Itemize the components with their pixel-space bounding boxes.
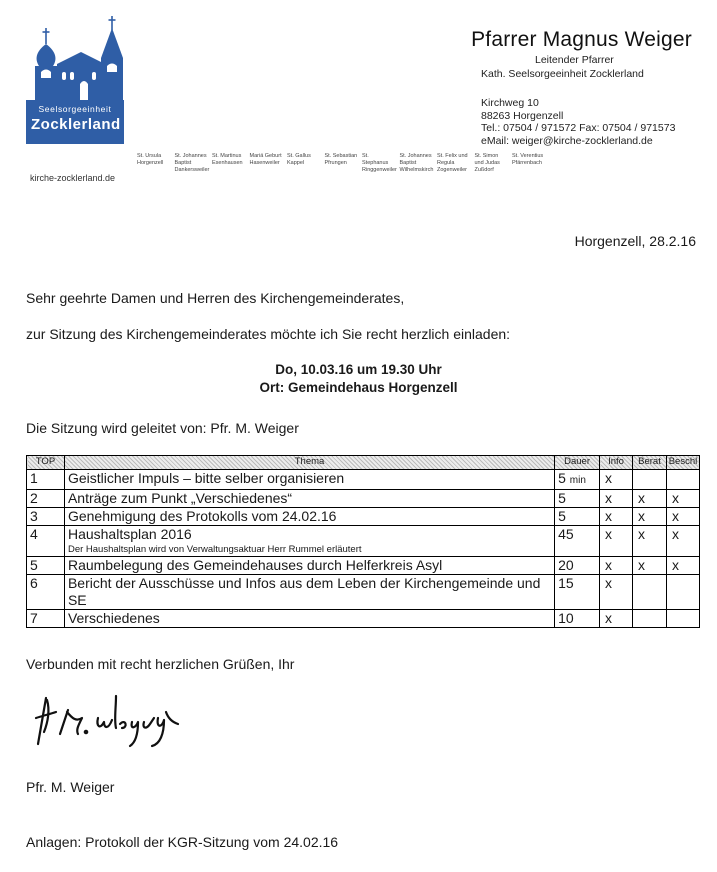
parish-place: Zogenweiler xyxy=(437,167,467,173)
agenda-berat xyxy=(633,470,667,490)
agenda-row xyxy=(27,557,700,575)
sender-role: Leitender Pfarrer xyxy=(535,54,614,66)
parish-place: Horgenzell xyxy=(137,160,164,166)
agenda-berat xyxy=(633,610,667,628)
agenda-dauer: 5 xyxy=(555,508,600,526)
agenda-row xyxy=(27,575,700,610)
attachments-note: Anlagen: Protokoll der KGR-Sitzung vom 24.02.16 xyxy=(26,834,339,850)
parish-name: St. Martinus xyxy=(212,153,242,159)
sender-phone: Tel.: 07504 / 971572 Fax: 07504 / 971573 xyxy=(481,122,676,134)
invitation-text: zur Sitzung des Kirchengemeinderates möchte ich Sie recht herzlich einladen: xyxy=(26,326,511,342)
closing-greeting: Verbunden mit recht herzlichen Grüßen, Ihr xyxy=(26,656,295,672)
agenda-dauer-value: 5 xyxy=(558,470,566,486)
agenda-berat: x xyxy=(633,490,667,508)
parish-item xyxy=(175,153,209,174)
agenda-berat: x xyxy=(633,508,667,526)
letter-date: Horgenzell, 28.2.16 xyxy=(574,233,696,249)
parish-place: Kappel xyxy=(287,160,305,166)
parish-place: Dankersweiler xyxy=(174,167,210,173)
agenda-info: x xyxy=(600,526,633,557)
signer-name: Pfr. M. Weiger xyxy=(26,779,115,795)
parish-item xyxy=(250,153,284,174)
agenda-info: x xyxy=(600,575,633,610)
agenda-row xyxy=(27,526,700,557)
agenda-dauer: 20 xyxy=(555,557,600,575)
agenda-dauer: 5 xyxy=(555,490,600,508)
agenda-top: 1 xyxy=(27,470,65,490)
meeting-time: Do, 10.03.16 um 19.30 Uhr xyxy=(275,362,442,377)
parish-place: Pfrungen xyxy=(324,160,347,166)
agenda-top: 3 xyxy=(27,508,65,526)
parish-place: Zußdorf xyxy=(474,167,494,173)
parish-name: St. Gallus xyxy=(287,153,311,159)
agenda-top: 4 xyxy=(27,526,65,557)
sender-organisation: Kath. Seelsorgeeinheit Zocklerland xyxy=(481,68,644,80)
agenda-info: x xyxy=(600,508,633,526)
parish-place: Wilhelmskirch xyxy=(399,167,434,173)
sender-name: Pfarrer Magnus Weiger xyxy=(471,28,692,51)
parish-item xyxy=(137,153,171,174)
parish-logo xyxy=(26,14,128,144)
parish-name: St. Simon und Judas xyxy=(474,153,500,166)
parish-name: St. Felix und Regula xyxy=(437,153,468,166)
sender-city: 88263 Horgenzell xyxy=(481,109,564,122)
header-top: TOP xyxy=(27,456,65,470)
agenda-thema: Geistlicher Impuls – bitte selber organisieren xyxy=(64,470,554,490)
agenda-thema-note: Der Haushaltsplan wird von Verwaltungsaktuar Herr Rummel erläutert xyxy=(67,544,362,555)
agenda-top: 7 xyxy=(27,610,65,628)
parish-item xyxy=(287,153,321,174)
parish-name: St. Ursula xyxy=(137,153,162,159)
logo-wordmark xyxy=(26,100,124,144)
agenda-beschl: x xyxy=(666,526,699,557)
agenda-berat xyxy=(633,575,667,610)
agenda-info: x xyxy=(600,490,633,508)
agenda-header-row xyxy=(27,456,700,470)
agenda-thema: Raumbelegung des Gemeindehauses durch Helferkreis Asyl xyxy=(64,557,554,575)
header-beschl: Beschl xyxy=(666,456,699,470)
agenda-row xyxy=(27,508,700,526)
parish-place: Hasenweiler xyxy=(249,160,280,166)
agenda-dauer: 15 xyxy=(555,575,600,610)
meeting-chair: Die Sitzung wird geleitet von: Pfr. M. Weiger xyxy=(26,420,299,436)
agenda-thema: Haushaltsplan 2016 xyxy=(67,526,192,542)
parish-item xyxy=(512,153,546,174)
agenda-row xyxy=(27,490,700,508)
agenda-beschl xyxy=(666,610,699,628)
agenda-beschl xyxy=(666,575,699,610)
website-link[interactable]: kirche-zocklerland.de xyxy=(30,173,116,183)
agenda-beschl: x xyxy=(666,508,699,526)
sender-street: Kirchweg 10 xyxy=(481,97,539,109)
agenda-top: 5 xyxy=(27,557,65,575)
agenda-dauer: 10 xyxy=(555,610,600,628)
agenda-beschl xyxy=(666,470,699,490)
salutation: Sehr geehrte Damen und Herren des Kirchengemeinderates, xyxy=(26,290,405,306)
parish-place: Esenhausen xyxy=(212,160,243,166)
header-dauer: Dauer xyxy=(555,456,600,470)
agenda-thema: Anträge zum Punkt „Verschiedenes“ xyxy=(64,490,554,508)
agenda-beschl: x xyxy=(666,490,699,508)
agenda-row xyxy=(27,470,700,490)
header-berat: Berat xyxy=(633,456,667,470)
agenda-row xyxy=(27,610,700,628)
parish-name: St. Johannes Baptist xyxy=(399,153,432,166)
parish-name: St. Verentius xyxy=(512,153,544,159)
agenda-thema-cell xyxy=(64,526,554,557)
agenda-thema: Bericht der Ausschüsse und Infos aus dem Leben der Kirchengemeinde und SE xyxy=(64,575,554,610)
meeting-place: Ort: Gemeindehaus Horgenzell xyxy=(259,380,458,395)
church-towers-icon xyxy=(26,14,128,100)
parish-name: St. Johannes Baptist xyxy=(174,153,207,166)
parish-item xyxy=(400,153,434,174)
parish-item xyxy=(475,153,509,174)
parish-item xyxy=(212,153,246,174)
agenda-top: 6 xyxy=(27,575,65,610)
parish-item xyxy=(362,153,396,174)
handwritten-signature xyxy=(32,688,182,750)
agenda-dauer xyxy=(555,470,600,490)
parish-place: Pfärrenbach xyxy=(512,160,542,166)
agenda-berat: x xyxy=(633,557,667,575)
parish-name: St. Stephanus xyxy=(362,153,389,166)
agenda-thema: Genehmigung des Protokolls vom 24.02.16 xyxy=(64,508,554,526)
header-info: Info xyxy=(600,456,633,470)
parish-name: St. Sebastian xyxy=(324,153,358,159)
parish-name: Mariä Geburt xyxy=(249,153,282,159)
logo-line-1: Seelsorgeeinheit xyxy=(38,104,112,114)
agenda-thema: Verschiedenes xyxy=(64,610,554,628)
sender-address xyxy=(481,97,675,147)
agenda-dauer-unit: min xyxy=(569,475,586,486)
parish-place: Ringgenweiler xyxy=(362,167,397,173)
agenda-info: x xyxy=(600,470,633,490)
logo-line-2: Zocklerland xyxy=(31,116,121,133)
parish-item xyxy=(437,153,471,174)
agenda-info: x xyxy=(600,557,633,575)
agenda-table xyxy=(26,455,700,628)
header-thema: Thema xyxy=(64,456,554,470)
sender-email[interactable]: eMail: weiger@kirche-zocklerland.de xyxy=(481,134,653,147)
parish-item xyxy=(325,153,359,174)
agenda-top: 2 xyxy=(27,490,65,508)
agenda-dauer: 45 xyxy=(555,526,600,557)
parish-list xyxy=(137,153,550,174)
agenda-info: x xyxy=(600,610,633,628)
agenda-beschl: x xyxy=(666,557,699,575)
sender-block xyxy=(440,28,692,147)
agenda-berat: x xyxy=(633,526,667,557)
